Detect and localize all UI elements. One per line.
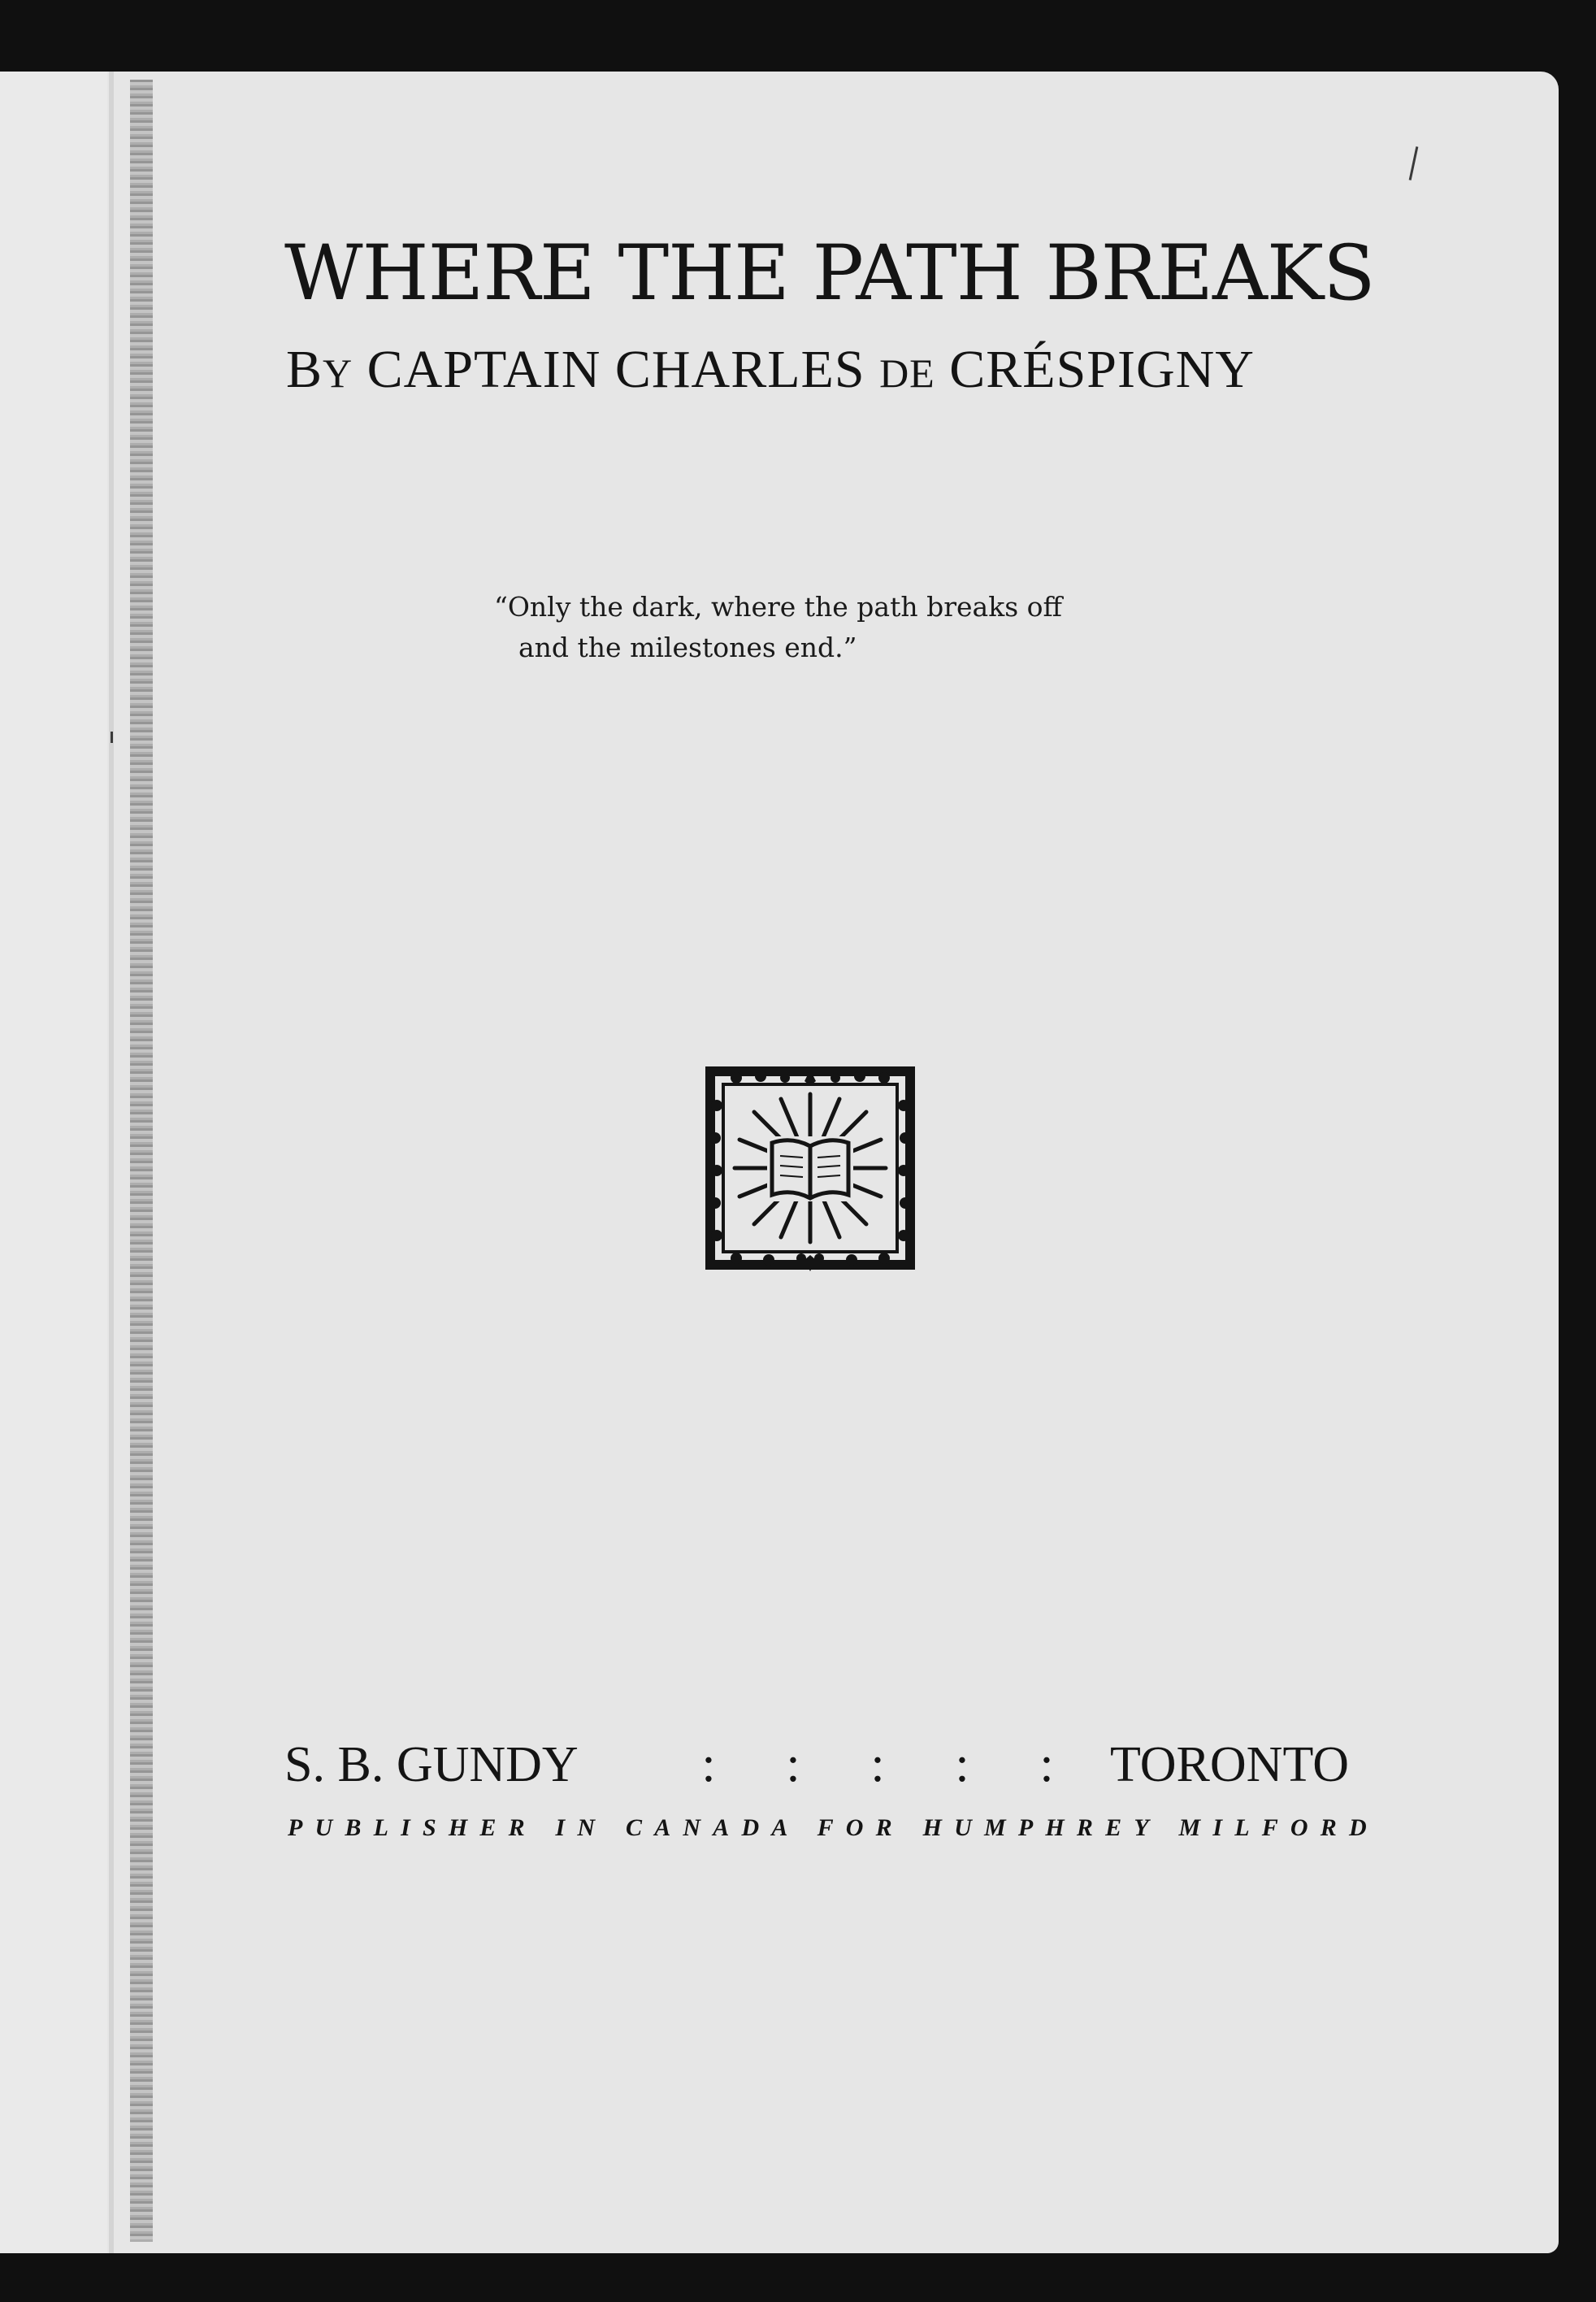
publisher-name: S. B. GUNDY	[284, 1737, 579, 1792]
colon: :	[955, 1737, 969, 1792]
publisher-subline: PUBLISHER IN CANADA FOR HUMPHREY MILFORD	[288, 1814, 1379, 1841]
author-byline	[286, 340, 1342, 399]
book-title: WHERE THE PATH BREAKS	[284, 229, 1375, 318]
author-last-name: CRÉSPIGNY	[949, 340, 1255, 399]
margin-mark	[111, 732, 113, 743]
colon: :	[786, 1737, 800, 1792]
imprint-colons	[666, 1737, 1089, 1792]
publisher-city: TORONTO	[1110, 1737, 1349, 1792]
colon: :	[1039, 1737, 1054, 1792]
byline-by-small: Y	[323, 350, 353, 396]
byline-by: B	[286, 340, 323, 399]
margin-mark	[1409, 146, 1419, 180]
open-book-sunburst-emblem-icon	[704, 1065, 917, 1271]
epigraph-line-2: and the milestones end.”	[518, 632, 857, 663]
colon: :	[701, 1737, 716, 1792]
epigraph-line-1: “Only the dark, where the path breaks off	[494, 591, 1062, 623]
colon: :	[870, 1737, 885, 1792]
author-particle: DE	[879, 350, 935, 396]
epigraph	[494, 587, 1225, 668]
author-first-name: CAPTAIN CHARLES	[366, 340, 865, 399]
